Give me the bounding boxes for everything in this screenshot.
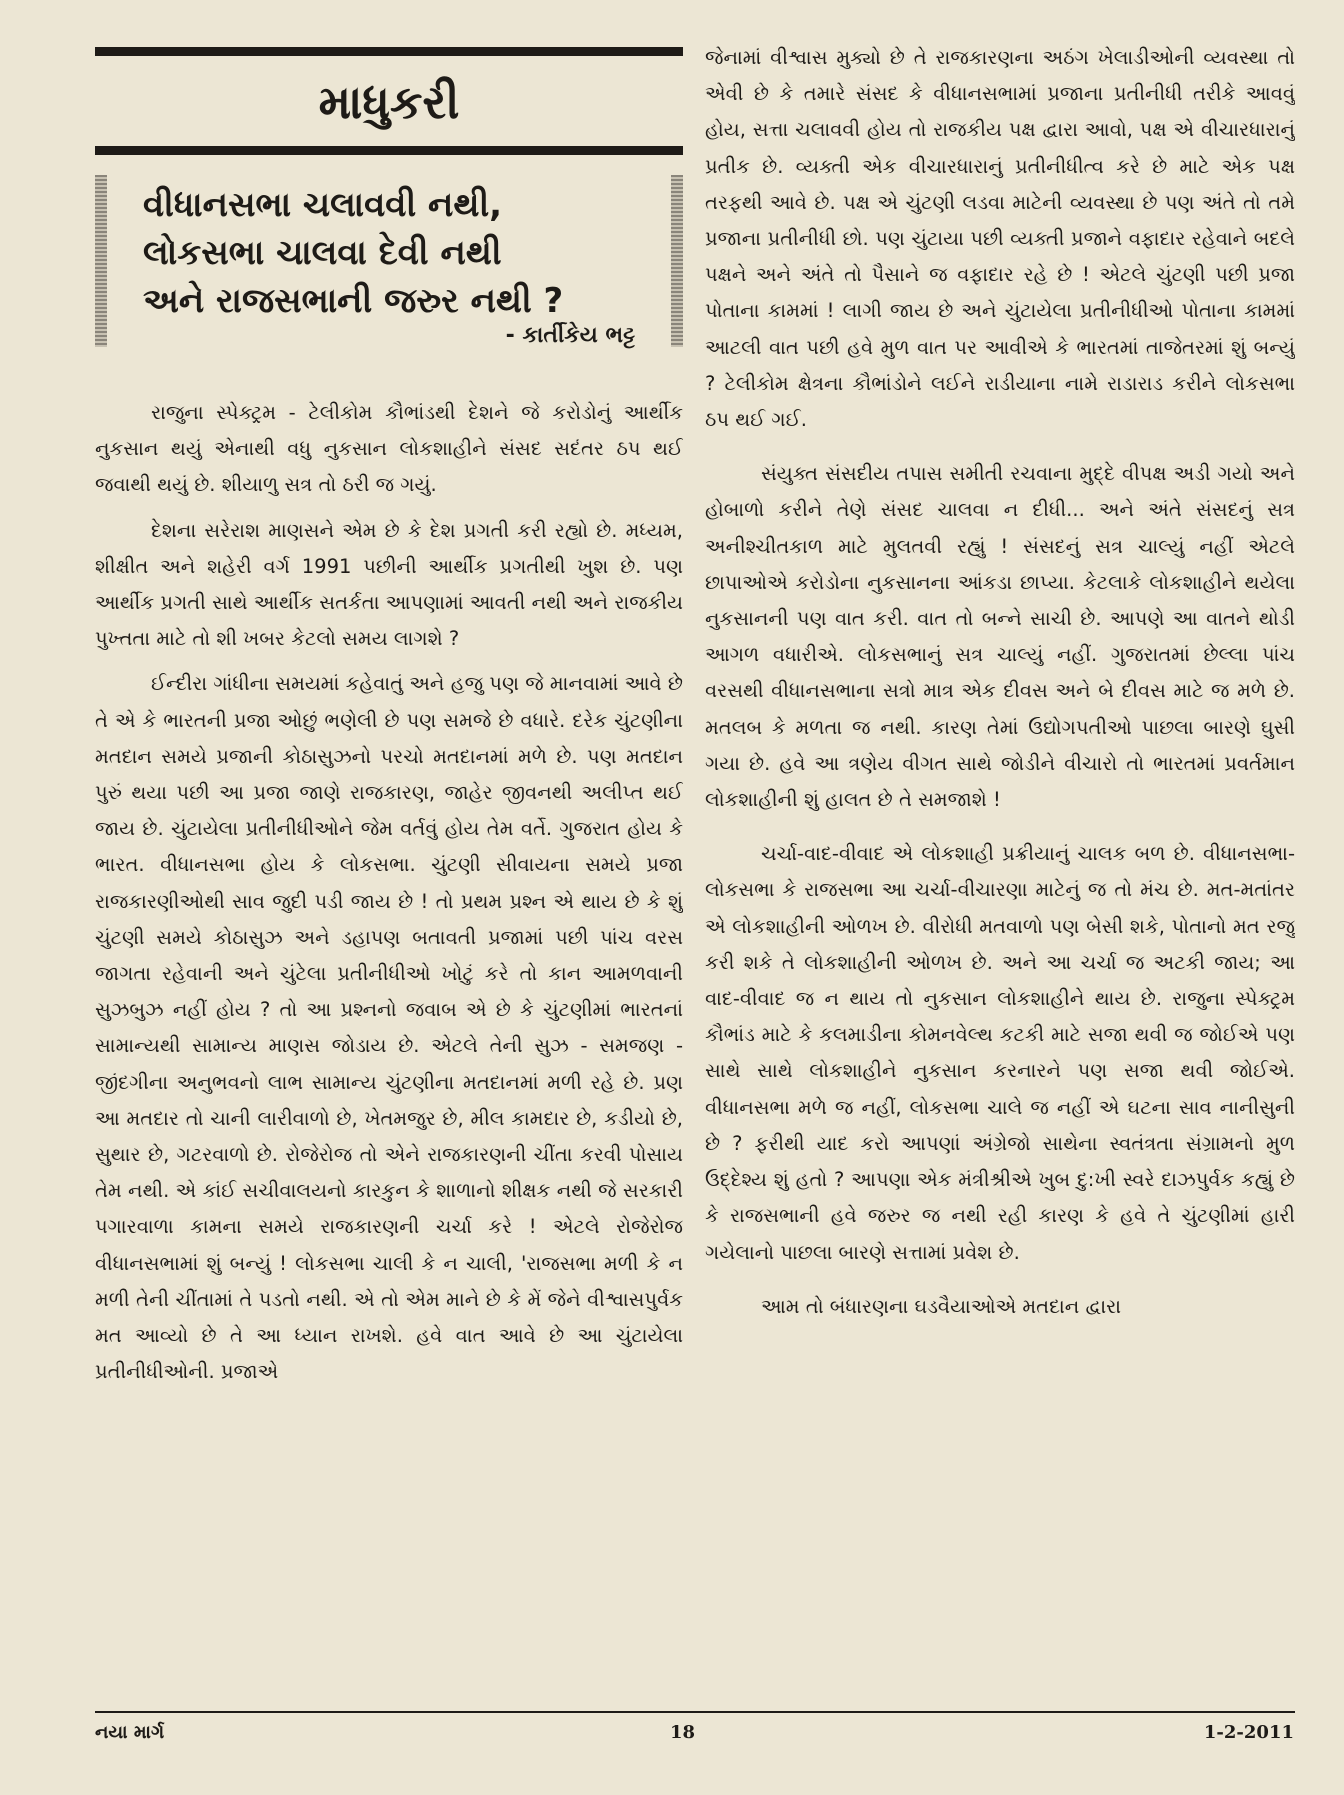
paragraph: આમ તો બંધારણના ઘડવૈયાઓએ મતદાન દ્વારા — [761, 1294, 1121, 1318]
section-masthead: માધુકરી — [318, 75, 460, 129]
footer-rule — [95, 1711, 1295, 1713]
right-column — [705, 40, 1295, 1710]
paragraph: ઈન્દીરા ગાંધીના સમયમાં કહેવાતું અને હજુ પણ જે માનવામાં આવે છે તે એ કે ભારતની પ્રજા ઓછું ભણેલી છે પણ સમજે છે વધારે. દરેક ચુંટણીના મતદાન સમયે પ્રજાની કોઠાસુઝનો પરચો મતદાનમાં મળે છે. પણ મતદાન પુરું થયા પછી આ પ્રજા જાણે રાજકારણ, જાહેર જીવનથી અલીપ્ત થઈ જાય છે. ચુંટાયેલા પ્રતીનીધીઓને જેમ વર્તવું હોય તેમ વર્તે. ગુજરાત હોય કે ભારત. વીધાનસભા હોય કે લોકસભા. ચુંટણી સીવાયના સમયે પ્રજા રાજકારણીઓથી સાવ જુદી પડી જાય છે ! તો પ્રથમ પ્રશ્ન એ થાય છે કે શું ચુંટણી સમયે કોઠાસુઝ અને ડહાપણ બતાવતી પ્રજામાં પછી પાંચ વરસ જાગતા રહેવાની અને ચુંટેલા પ્રતીનીધીઓ ખોટું કરે તો કાન આમળવાની સુઝબુઝ નહીં હોય ? તો આ પ્રશ્નનો જવાબ એ છે કે ચુંટણીમાં ભારતનાં સામાન્યથી સામાન્ય માણસ જોડાય છે. એટલે તેની સુઝ - સમજણ - જીંદગીના અનુભવનો લાભ સામાન્ય ચુંટણીના મતદાનમાં મળી રહે છે. પ્રણ આ મતદાર તો ચાની લારીવાળો છે, ખેતમજુર છે, મીલ કામદાર છે, કડીયો છે, સુથાર છે, ગટરવાળો છે. રોજેરોજ તો એને રાજકારણની ચીંતા કરવી પોસાય તેમ નથી. એ કાંઈ સચીવાલયનો કારકુન કે શાળાનો શીક્ષક નથી જે સરકારી પગારવાળા કામના સમયે રાજકારણની ચર્ચા કરે ! એટલે રોજેરોજ વીધાનસભામાં શું બન્યું ! લોકસભા ચાલી કે ન ચાલી, 'રાજસભા મળી કે ન મળી તેની ચીંતામાં તે પડતો નથી. એ તો એમ માને છે કે મેં જેને વીશ્વાસપુર્વક મત આવ્યો છે તે આ ધ્યાન રાખશે. હવે વાત આવે છે આ ચુંટાયેલા પ્રતીનીધીઓની. પ્રજાએ — [95, 672, 683, 1384]
paragraph: રાજુના સ્પેક્ટ્રમ - ટેલીકોમ કૌભાંડથી દેશને જે કરોડોનું આર્થીક નુકસાન થયું એનાથી વધુ નુકસાન લોકશાહીને સંસદ સદંતર ઠપ થઈ જવાથી થયું છે. શીયાળુ સત્ર તો ઠરી જ ગયું. — [95, 401, 683, 497]
paragraph: સંયુક્ત સંસદીય તપાસ સમીતી રચવાના મુદ્દે વીપક્ષ અડી ગયો અને હોબાળો કરીને તેણે સંસદ ચાલવા ન દીધી... અને અંતે સંસદનું સત્ર અનીશ્ચીતકાળ માટે મુલતવી રહ્યું ! સંસદનું સત્ર ચાલ્યું નહીં એટલે છાપાઓએ કરોડોના નુકસાનના આંકડા છાપ્યા. કેટલાકે લોકશાહીને થયેલા નુકસાનની પણ વાત કરી. વાત તો બન્ને સાચી છે. આપણે આ વાતને થોડી આગળ વધારીએ. લોકસભાનું સત્ર ચાલ્યું નહીં. ગુજરાતમાં છેલ્લા પાંચ વરસથી વીધાનસભાના સત્રો માત્ર એક દીવસ અને બે દીવસ માટે જ મળે છે. મતલબ કે મળતા જ નથી. કારણ તેમાં ઉદ્યોગપતીઓ પાછલા બારણે ઘુસી ગયા છે. હવે આ ત્રણેય વીગત સાથે જોડીને વીચારો તો ભારતમાં પ્રવર્તમાન લોકશાહીની શું હાલત છે તે સમજાશે ! — [705, 462, 1295, 812]
paragraph: જેનામાં વીશ્વાસ મુક્યો છે તે રાજકારણના અઠંગ ખેલાડીઓની વ્યવસ્થા તો એવી છે કે તમારે સંસદ કે વીધાનસભામાં પ્રજાના પ્રતીનીધી તરીકે આવવું હોય, સત્તા ચલાવવી હોય તો રાજકીય પક્ષ દ્વારા આવો, પક્ષ એ વીચારધારાનું પ્રતીક છે. વ્યક્તી એક વીચારધારાનું પ્રતીનીધીત્વ કરે છે માટે એક પક્ષ તરફથી આવે છે. પક્ષ એ ચુંટણી લડવા માટેની વ્યવસ્થા છે પણ અંતે તો તમે પ્રજાના પ્રતીનીધી છો. પણ ચુંટાયા પછી વ્યક્તી પ્રજાને વફાદાર રહેવાને બદલે પક્ષને અને અંતે તો પૈસાને જ વફાદાર રહે છે ! એટલે ચુંટણી પછી પ્રજા પોતાના કામમાં ! લાગી જાય છે અને ચુંટાયેલા પ્રતીનીધીઓ પોતાના કામમાં આટલી વાત પછી હવે મુળ વાત પર આવીએ કે ભારતમાં તાજેતરમાં શું બન્યું ? ટેલીકોમ ક્ષેત્રના કૌભાંડોને લઈને રાડીયાના નામે રાડારાડ કરીને લોકસભા ઠપ થઈ ગઈ. — [705, 46, 1295, 432]
headline-line-1: વીધાનસભા ચલાવવી નથી, — [143, 185, 503, 225]
article-headline — [143, 181, 663, 325]
issue-date: 1-2-2011 — [1203, 1722, 1294, 1743]
author-byline: - કાર્તીકેય ભટ્ટ — [505, 323, 635, 348]
paragraph: દેશના સરેરાશ માણસને એમ છે કે દેશ પ્રગતી કરી રહ્યો છે. મધ્યમ, શીક્ષીત અને શહેરી વર્ગ 1991 પછીની આર્થીક પ્રગતીથી ખુશ છે. પણ આર્થીક પ્રગતી સાથે આર્થીક સતર્કતા આપણામાં આવતી નથી અને રાજકીય પુખ્તતા માટે તો શી ખબર કેટલો સમય લાગશે ? — [95, 518, 683, 651]
masthead-bottom-rule — [95, 146, 683, 155]
masthead-top-rule — [95, 47, 683, 56]
article-title-box — [95, 175, 683, 347]
headline-line-3: અને રાજસભાની જરુર નથી ? — [143, 281, 564, 321]
title-right-bar — [671, 175, 683, 347]
publication-name: નયા માર્ગ — [95, 1722, 165, 1743]
page-number: 18 — [670, 1722, 696, 1743]
left-column — [95, 395, 683, 1705]
title-left-bar — [95, 175, 107, 347]
paragraph: ચર્ચા-વાદ-વીવાદ એ લોકશાહી પ્રક્રીયાનું ચાલક બળ છે. વીધાનસભા-લોકસભા કે રાજસભા આ ચર્ચા-વીચારણા માટેનું જ તો મંચ છે. મત-મતાંતર એ લોકશાહીની ઓળખ છે. વીરોધી મતવાળો પણ બેસી શકે, પોતાનો મત રજુ કરી શકે તે લોકશાહીની ઓળખ છે. અને આ ચર્ચા જ અટકી જાય; આ વાદ-વીવાદ જ ન થાય તો નુકસાન લોકશાહીને થાય છે. રાજુના સ્પેક્ટ્રમ કૌભાંડ માટે કે કલમાડીના કોમનવેલ્થ કટકી માટે સજા થવી જ જોઈએ પણ સાથે સાથે લોકશાહીને નુકસાન કરનારને પણ સજા થવી જોઈએ. વીધાનસભા મળે જ નહીં, લોકસભા ચાલે જ નહીં એ ઘટના સાવ નાનીસુની છે ? ફરીથી યાદ કરો આપણાં અંગ્રેજો સાથેના સ્વતંત્રતા સંગ્રામનો મુળ ઉદ્દેશ્ય શું હતો ? આપણા એક મંત્રીશ્રીએ ખુબ દુ:ખી સ્વરે દાઝપુર્વક કહ્યું છે કે રાજસભાની હવે જરુર જ નથી રહી કારણ કે હવે તે ચુંટણીમાં હારી ગયેલાનો પાછલા બારણે સત્તામાં પ્રવેશ છે. — [705, 842, 1295, 1264]
headline-line-2: લોકસભા ચાલવા દેવી નથી — [143, 233, 502, 273]
